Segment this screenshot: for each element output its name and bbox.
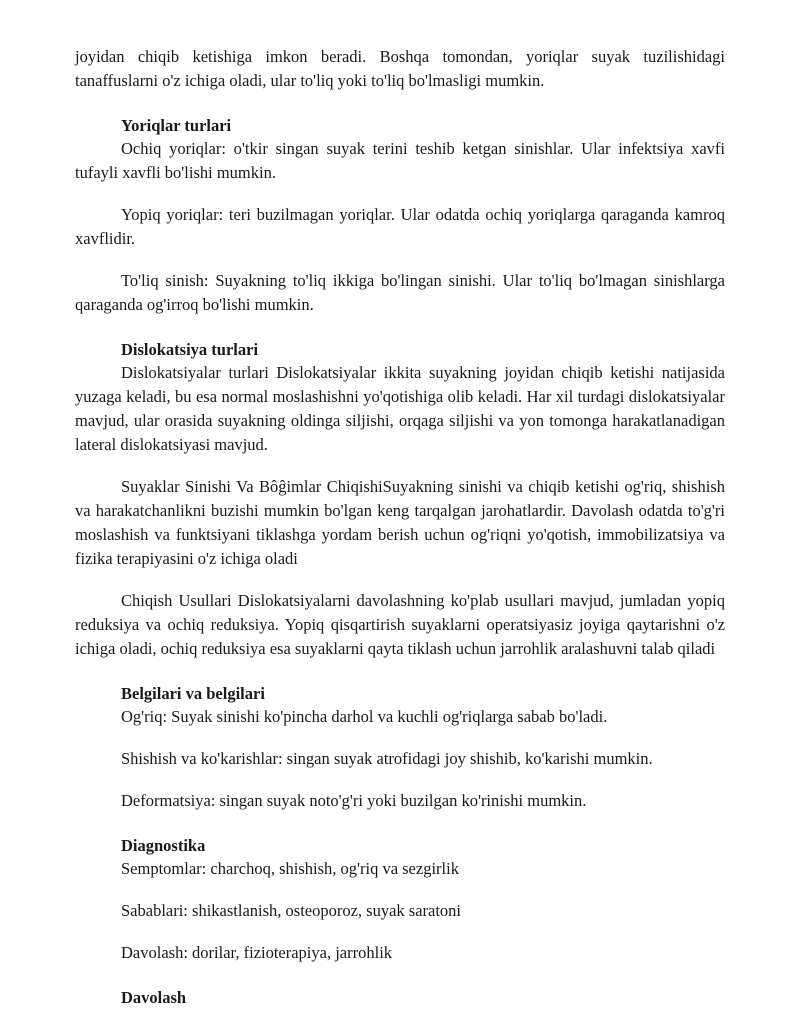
- list-item: Semptomlar: charchoq, shishish, og'riq va sezgirlik: [121, 859, 459, 878]
- section-heading-belgilari: Belgilari va belgilari: [121, 684, 265, 703]
- paragraph-yopiq-yoriqlar: Yopiq yoriqlar: teri buzilmagan yoriqlar. Ular odatda ochiq yoriqlarga qaraganda kamroq xavflidir.: [75, 205, 725, 248]
- list-item: Og'riq: Suyak sinishi ko'pincha darhol va kuchli og'riqlarga sabab bo'ladi.: [121, 707, 608, 726]
- paragraph-toliq-sinish: To'liq sinish: Suyakning to'liq ikkiga bo'lingan sinishi. Ular to'liq bo'lmagan sinishlarga qaraganda og'irroq bo'lishi mumkin.: [75, 271, 725, 314]
- paragraph-dislokatsiya-turlari: Dislokatsiyalar turlari Dislokatsiyalar ikkita suyakning joyidan chiqib ketishi natijasida yuzaga keladi, bu esa normal moslashishni yo'qotishiga olib keladi. Har xil turdagi dislokatsiyalar mavjud, ular orasida suyakning oldinga siljishi, orqaga siljishi va yon tomonga harakatlanadigan lateral dislokatsiyasi mavjud.: [75, 363, 725, 454]
- list-item: Davolash: dorilar, fizioterapiya, jarrohlik: [121, 943, 393, 962]
- section-heading-yoriqlar: Yoriqlar turlari: [121, 116, 232, 135]
- intro-paragraph: joyidan chiqib ketishiga imkon beradi. Boshqa tomondan, yoriqlar suyak tuzilishidagi tanaffuslarni o'z ichiga oladi, ular to'liq yoki to'liq bo'lmasligi mumkin.: [75, 47, 725, 90]
- section-heading-diagnostika: Diagnostika: [121, 836, 206, 855]
- section-heading-davolash: Davolash: [121, 988, 187, 1007]
- list-item: Sabablari: shikastlanish, osteoporoz, suyak saratoni: [121, 901, 462, 920]
- paragraph-suyaklar-sinishi: Suyaklar Sinishi Va Bôĝimlar ChiqishiSuyakning sinishi va chiqib ketishi og'riq, shishish va harakatchanlikni buzishi mumkin bo'lgan keng tarqalgan jarohatlardir. Davolash odatda to'g'ri moslashish va funktsiyani tiklashga yordam berish uchun og'riqni yo'qotish, immobilizatsiya va fizika terapiyasini o'z ichiga oladi: [75, 477, 725, 568]
- section-heading-dislokatsiya: Dislokatsiya turlari: [121, 340, 259, 359]
- document-body: [75, 45, 725, 1009]
- list-item: Shishish va ko'karishlar: singan suyak atrofidagi joy shishib, ko'karishi mumkin.: [121, 749, 653, 768]
- paragraph-chiqish-usullari: Chiqish Usullari Dislokatsiyalarni davolashning ko'plab usullari mavjud, jumladan yopiq reduksiya va ochiq reduksiya. Yopiq qisqartirish suyaklarni operatsiyasiz joyiga qaytarishni o'z ichiga oladi, ochiq reduksiya esa suyaklarni qayta tiklash uchun jarrohlik aralashuvni talab qiladi: [75, 591, 725, 658]
- paragraph-ochiq-yoriqlar: Ochiq yoriqlar: o'tkir singan suyak terini teshib ketgan sinishlar. Ular infektsiya xavfi tufayli xavfli bo'lishi mumkin.: [75, 139, 725, 182]
- list-item: Deformatsiya: singan suyak noto'g'ri yoki buzilgan ko'rinishi mumkin.: [121, 791, 587, 810]
